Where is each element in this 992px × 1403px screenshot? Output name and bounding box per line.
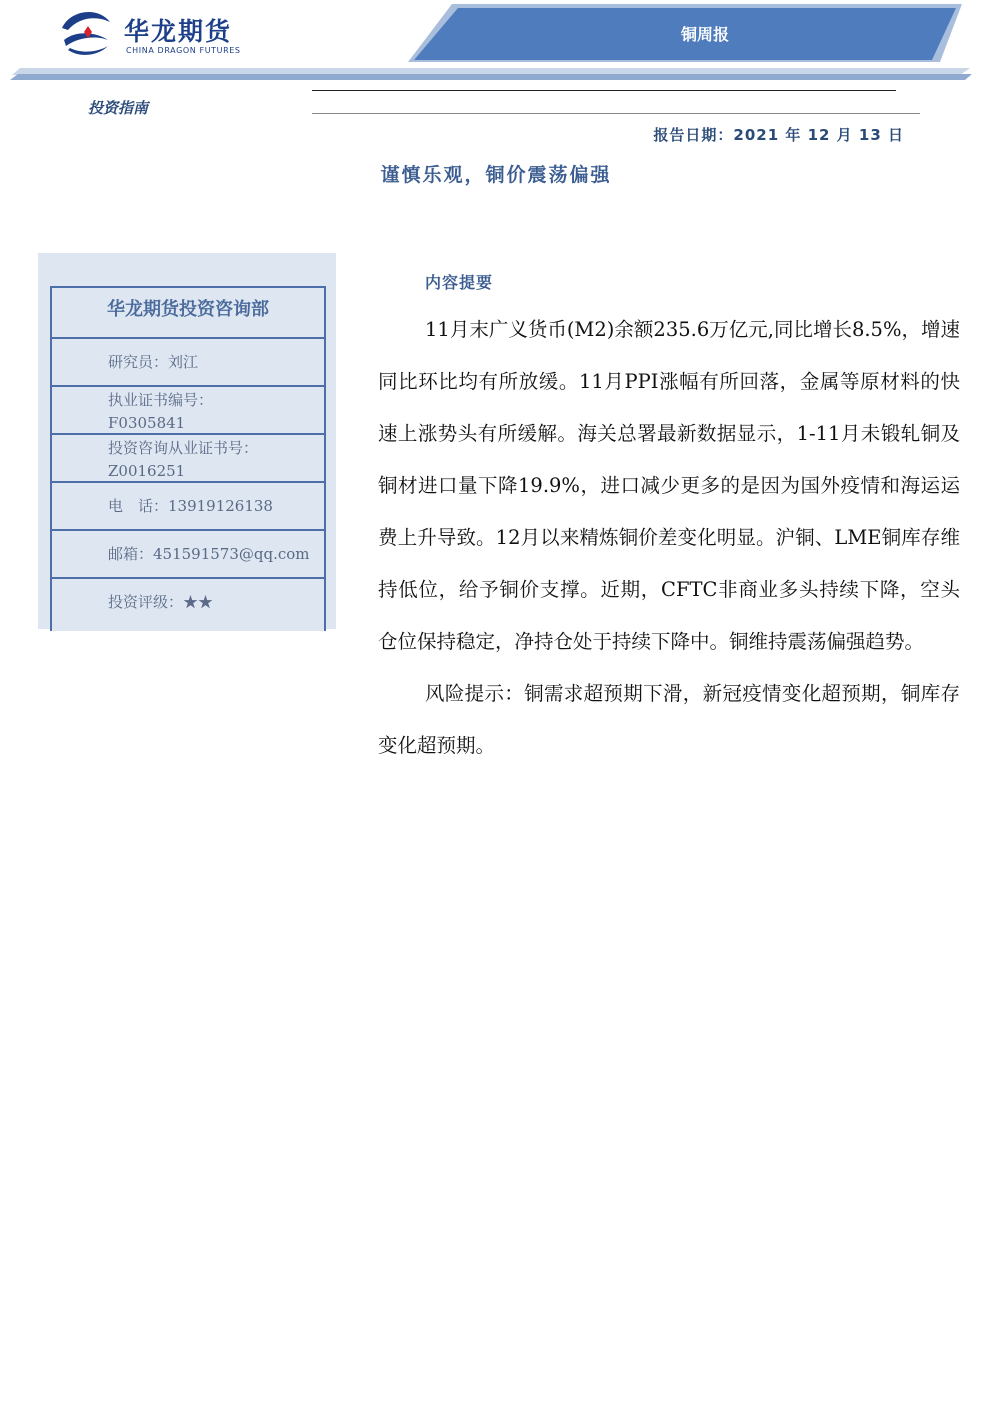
logo-english-name: CHINA DRAGON FUTURES <box>126 46 241 55</box>
report-date: 报告日期：2021 年 12 月 13 日 <box>653 126 904 144</box>
document-title: 谨慎乐观，铜价震荡偏强 <box>380 164 612 186</box>
license-number: F0305841 <box>108 414 186 432</box>
report-type-label: 铜周报 <box>680 25 729 44</box>
header-rule-top <box>312 90 896 91</box>
advisory-row <box>52 435 324 483</box>
header-rule-bottom <box>312 113 920 114</box>
summary-heading: 内容提要 <box>425 273 494 292</box>
rating-row <box>52 579 324 627</box>
section-label: 投资指南 <box>88 99 149 117</box>
email-address: 邮箱：451591573@qq.com <box>108 545 310 563</box>
email-row <box>52 531 324 579</box>
analyst-name: 研究员：刘江 <box>108 353 199 371</box>
investment-rating: 投资评级：★★ <box>108 593 214 611</box>
company-logo <box>58 6 258 62</box>
analyst-row <box>52 339 324 387</box>
logo-chinese-name: 华龙期货 <box>124 17 233 46</box>
phone-number: 电 话：13919126138 <box>108 497 273 515</box>
license-row <box>52 387 324 435</box>
advisory-number: Z0016251 <box>108 462 186 480</box>
analyst-sidebar <box>38 253 336 629</box>
summary-paragraph-1: 11月末广义货币(M2)余额235.6万亿元,同比增长8.5%，增速同比环比均有所放缓。11月PPI涨幅有所回落，金属等原材料的快速上涨势头有所缓解。海关总署最新数据显示，1-11月未锻轧铜及铜材进口量下降19.9%，进口减少更多的是因为国外疫情和海运运费上升导致。12月以来精炼铜价差变化明显。沪铜、LME铜库存维持低位，给予铜价支撑。近期，CFTC非商业多头持续下降，空头仓位保持稳定，净持仓处于持续下降中。铜维持震荡偏强趋势。 <box>378 318 960 653</box>
analyst-info-box <box>50 286 326 631</box>
summary-paragraph-2: 风险提示：铜需求超预期下滑，新冠疫情变化超预期，铜库存变化超预期。 <box>378 682 960 757</box>
summary-body <box>378 304 960 772</box>
department-name: 华龙期货投资咨询部 <box>52 288 324 339</box>
phone-row <box>52 483 324 531</box>
advisory-label: 投资咨询从业证书号： <box>108 439 259 457</box>
china-dragon-logo-icon <box>58 6 114 62</box>
license-label: 执业证书编号： <box>108 391 214 409</box>
